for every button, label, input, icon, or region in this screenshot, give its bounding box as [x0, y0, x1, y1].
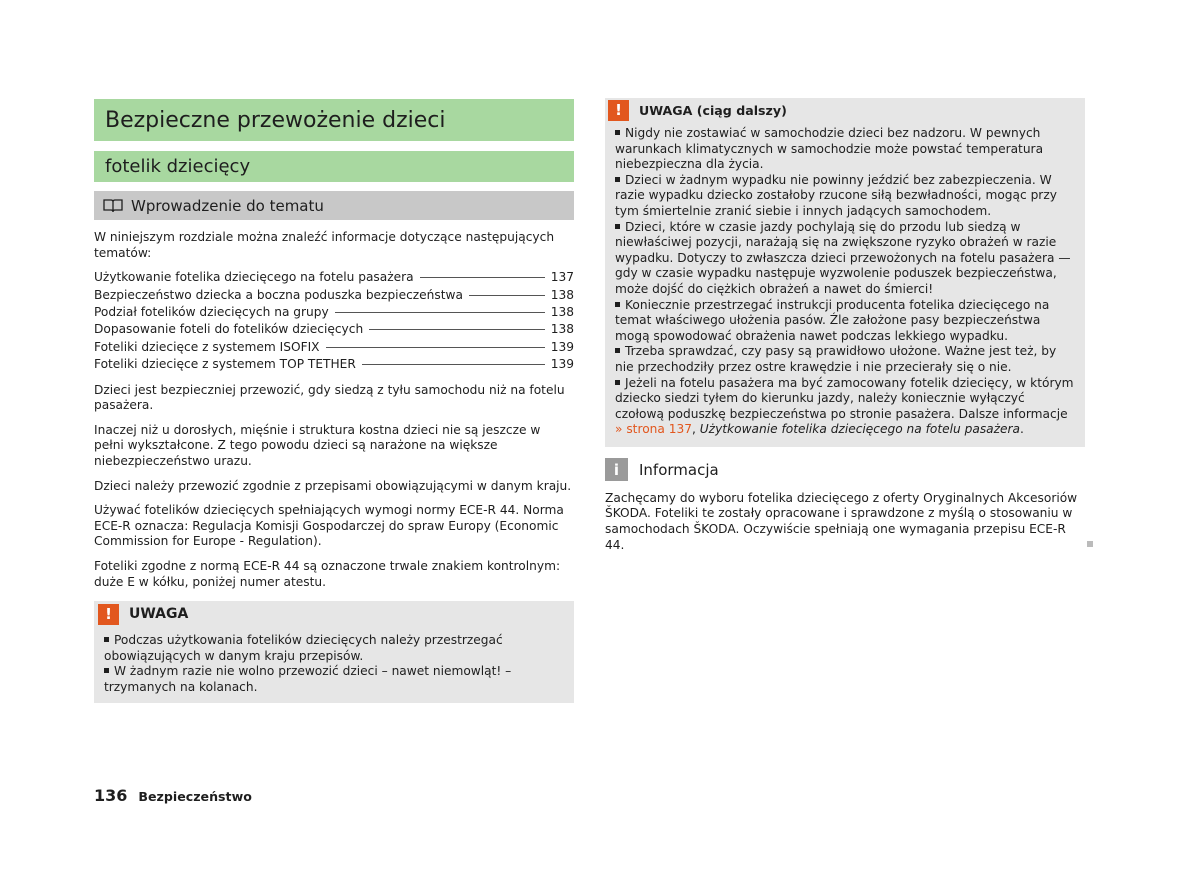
bullet-icon [615, 130, 620, 135]
reference-title: Użytkowanie fotelika dziecięcego na fotelu pasażera [699, 422, 1021, 437]
body-paragraph: Inaczej niż u dorosłych, mięśnie i struktura kostna dzieci nie są jeszcze w pełni wykształcone. Z tego powodu dzieci są narażone na większe niebezpieczeństwo urazu. [94, 422, 541, 468]
list-item: Trzeba sprawdzać, czy pasy są prawidłowo ułożone. Ważne jest też, by nie przechodziły przez ostre krawędzie i nie przecierały się o nie. [615, 344, 1057, 374]
list-item: Jeżeli na fotelu pasażera ma być zamocowany fotelik dziecięcy, w którym dziecko siedzi tyłem do kierunku jazdy, należy koniecznie wyłączyć czołową poduszkę bezpieczeństwa po stronie pasażera. Dalsze informacje » strona 137, Użytkowanie fotelika dziecięcego na fotelu pasażera. [615, 375, 1074, 437]
list-item: W żadnym razie nie wolno przewozić dzieci – nawet niemowląt! – trzymanych na kolanach. [104, 664, 512, 694]
toc-item[interactable]: Dopasowanie foteli do fotelików dziecięcych 138 [94, 322, 574, 337]
warning-icon: ! [608, 100, 629, 121]
info-text: Zachęcamy do wyboru fotelika dziecięcego z oferty Oryginalnych Akcesoriów ŠKODA. Foteliki te zostały opracowane i sprawdzone z myślą o stosowaniu w samochodach ŠKODA. Oczywiście spełniają one wymagania przepisu ECE-R 44. [605, 490, 1078, 552]
table-of-contents [94, 269, 574, 373]
section-name: Bezpieczeństwo [138, 789, 252, 804]
warning-icon: ! [98, 604, 119, 625]
list-item: Dzieci w żadnym wypadku nie powinny jeździć bez zabezpieczenia. W razie wypadku dziecko zostałoby rzucone siłą bezwładności, mogąc przy tym śmiertelnie zranić siebie i innych jadących samochodem. [615, 172, 1057, 218]
subsection-title: Wprowadzenie do tematu [131, 196, 324, 215]
list-item: Podczas użytkowania fotelików dziecięcych należy przestrzegać obowiązujących w danym kraju przepisów. [104, 633, 503, 663]
toc-item[interactable]: Foteliki dziecięce z systemem TOP TETHER 139 [94, 357, 574, 372]
bullet-icon [615, 348, 620, 353]
warning-continued-box [605, 98, 1085, 447]
subsection-header [94, 191, 574, 220]
body-paragraph: Dzieci należy przewozić zgodnie z przepisami obowiązującymi w danym kraju. [94, 478, 572, 493]
bullet-icon [104, 637, 109, 642]
chapter-title: Bezpieczne przewożenie dzieci [94, 99, 574, 141]
warning-header [94, 601, 574, 627]
right-column [605, 98, 1085, 553]
warning-header [605, 98, 1085, 122]
toc-item[interactable]: Użytkowanie fotelika dziecięcego na fotelu pasażera 137 [94, 270, 574, 285]
list-item: Nigdy nie zostawiać w samochodzie dzieci bez nadzoru. W pewnych warunkach klimatycznych w samochodzie może powstać temperatura niebezpieczna dla życia. [615, 126, 1044, 172]
warning-title: UWAGA (ciąg dalszy) [639, 102, 787, 118]
info-title: Informacja [639, 460, 719, 479]
warning-body [94, 627, 574, 698]
body-paragraph: Foteliki zgodne z normą ECE-R 44 są oznaczone trwale znakiem kontrolnym: duże E w kółku, poniżej numer atestu. [94, 558, 561, 589]
body-paragraph: Używać fotelików dziecięcych spełniających wymogi normy ECE-R 44. Norma ECE-R oznacza: Regulacja Komisji Gospodarczej do spraw Europy (Economic Commission for Europe - Regulation). [94, 503, 564, 549]
page-number: 136 [94, 786, 128, 805]
list-item: Dzieci, które w czasie jazdy pochylają się do przodu lub siedzą w niewłaściwej pozycji, narażają się na zwiększone ryzyko obrażeń w razie wypadku. Dotyczy to zwłaszcza dzieci przewożonych na fotelu pasażera — gdy w czasie wypadku następuje wyzwolenie poduszek bezpieczeństwa, może dojść do ciężkich obrażeń a nawet do śmierci! [615, 219, 1071, 296]
left-column [94, 99, 574, 703]
list-item: Koniecznie przestrzegać instrukcji producenta fotelika dziecięcego na temat właściwego ułożenia pasów. Źle założone pasy bezpieczeństwa mogą spowodować obrażenia nawet podczas lekkiego wypadku. [615, 297, 1050, 343]
section-title: fotelik dziecięcy [94, 151, 574, 182]
info-section [605, 491, 1085, 553]
page-footer [94, 786, 252, 805]
bullet-icon [615, 302, 620, 307]
page-reference-link[interactable]: » strona 137 [615, 422, 692, 437]
bullet-icon [615, 177, 620, 182]
bullet-icon [104, 668, 109, 673]
bullet-icon [615, 380, 620, 385]
body-paragraph: Dzieci jest bezpieczniej przewozić, gdy siedzą z tyłu samochodu niż na fotelu pasażera. [94, 382, 565, 413]
toc-item[interactable]: Podział fotelików dziecięcych na grupy 138 [94, 305, 574, 319]
warning-body [605, 122, 1085, 438]
bullet-icon [615, 224, 620, 229]
warning-box [94, 601, 574, 702]
info-icon: i [605, 458, 628, 481]
toc-item[interactable]: Foteliki dziecięce z systemem ISOFIX 139 [94, 339, 574, 354]
book-icon [103, 199, 123, 213]
intro-text: W niniejszym rozdziale można znaleźć informacje dotyczące następujących tematów: [94, 230, 555, 260]
warning-title: UWAGA [129, 606, 189, 623]
info-header [605, 458, 1085, 482]
end-of-section-icon [1087, 541, 1093, 547]
toc-item[interactable]: Bezpieczeństwo dziecka a boczna poduszka bezpieczeństwa 138 [94, 287, 574, 302]
